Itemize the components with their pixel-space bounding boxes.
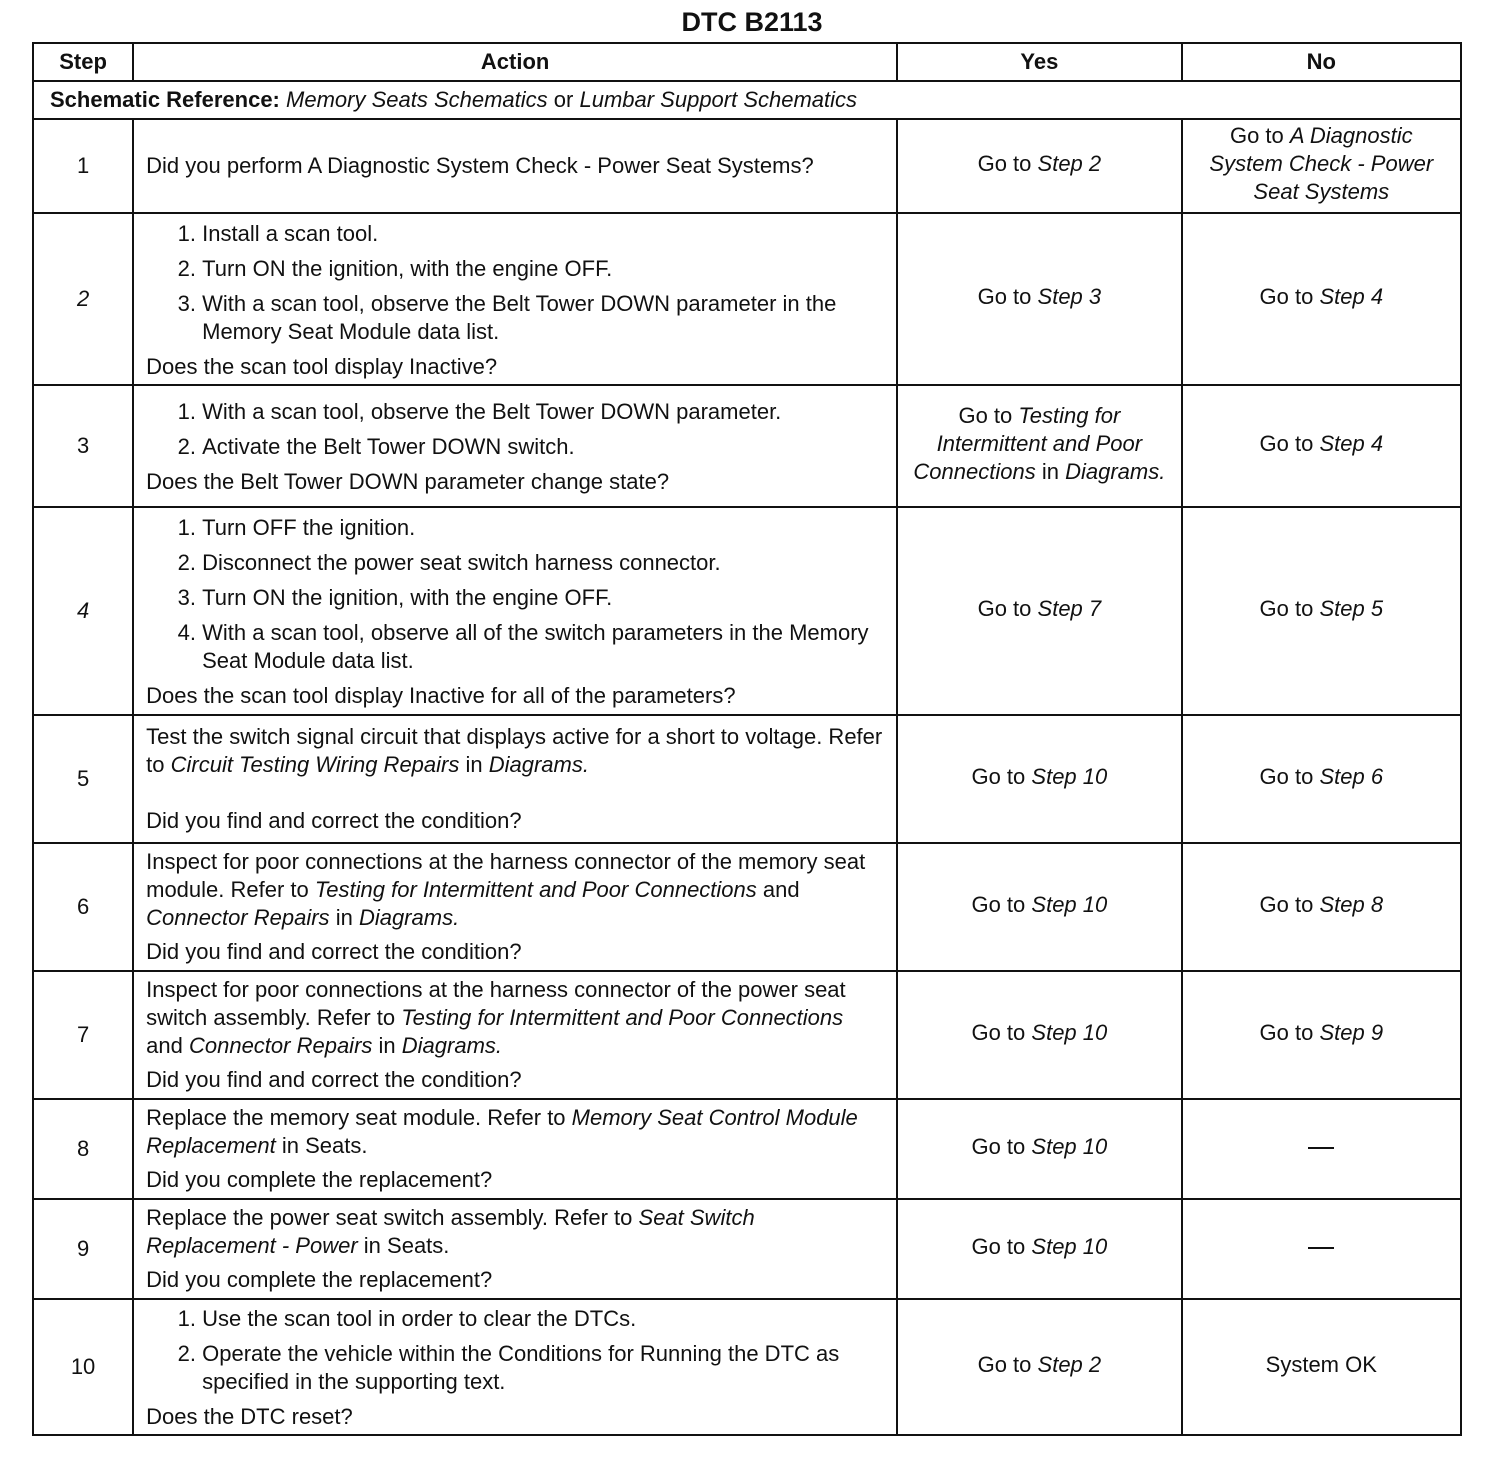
action-text-part: in [465, 752, 483, 777]
go-to-label: Go to [958, 403, 1013, 428]
diagnostic-table [32, 42, 1462, 1436]
yes-cell [897, 843, 1181, 971]
yes-cell [897, 213, 1181, 385]
go-to-label: Go to [977, 596, 1032, 621]
no-cell [1182, 507, 1461, 715]
go-to-label: Go to [971, 1234, 1026, 1259]
action-text-part: in [378, 1033, 396, 1058]
spacer [146, 779, 884, 807]
header-action: Action [133, 43, 897, 81]
em-dash [1308, 1247, 1334, 1249]
step-word: Step [1037, 1352, 1083, 1377]
step-word: Step [1319, 284, 1365, 309]
action-question: Does the scan tool display Inactive? [146, 353, 498, 379]
step-row-1 [33, 119, 1461, 213]
action-text-part: Replace the memory seat module. Refer to [146, 1105, 566, 1130]
no-result-text: System OK [1265, 1352, 1377, 1377]
action-cell [133, 213, 897, 385]
step-word: Step [1031, 1020, 1077, 1045]
step-word: Step [1031, 892, 1077, 917]
yes-cell [897, 1099, 1181, 1199]
schematic-reference [33, 81, 1461, 119]
action-text [146, 976, 884, 1060]
em-dash [1308, 1147, 1334, 1149]
no-cell [1182, 1099, 1461, 1199]
list-item: 1. Turn OFF the ignition. [202, 514, 884, 542]
reference-link-text: Seat Switch Replacement - Power [146, 1205, 755, 1258]
step-number: 5 [33, 715, 133, 843]
no-cell [1182, 715, 1461, 843]
yes-target-step: 3 [1088, 284, 1102, 309]
go-to-label: Go to [971, 1020, 1026, 1045]
go-to-label: Go to [1259, 431, 1314, 456]
no-cell [1182, 843, 1461, 971]
step-word: Step [1037, 596, 1083, 621]
list-item: 2. Operate the vehicle within the Conditions for Running the DTC as specified in the supporting text. [202, 1340, 884, 1396]
schematic-label: Schematic Reference: [50, 87, 280, 112]
go-to-label: Go to [1259, 1020, 1314, 1045]
action-text-part: Inspect for poor connections at the harness connector of the power seat switch assembly. Refer to [146, 977, 846, 1030]
step-number: 10 [33, 1299, 133, 1435]
step-word: Step [1031, 764, 1077, 789]
go-to-label: Go to [971, 764, 1026, 789]
action-steps-list [146, 398, 884, 461]
yes-target-step: 2 [1088, 151, 1102, 176]
action-question: Did you complete the replacement? [146, 1167, 493, 1192]
yes-target-step: 10 [1082, 1020, 1108, 1045]
go-to-label: Go to [1259, 596, 1314, 621]
yes-cell [897, 119, 1181, 213]
action-text-part: Test the switch signal circuit that displays active for a short to voltage. Refer to [146, 724, 883, 777]
step-number: 9 [33, 1199, 133, 1299]
step-word: Step [1319, 892, 1365, 917]
go-to-label: Go to [977, 1352, 1032, 1377]
go-to-label: Go to [977, 151, 1032, 176]
step-number: 6 [33, 843, 133, 971]
step-number-text: 4 [76, 598, 90, 623]
go-to-label: Go to [971, 1134, 1026, 1159]
action-cell [133, 1199, 897, 1299]
document-title: DTC B2113 [681, 7, 823, 37]
action-cell [133, 971, 897, 1099]
reference-link-text: Diagrams. [401, 1033, 503, 1058]
no-target-reference: A Diagnostic System Check - Power Seat Systems [1209, 123, 1434, 204]
yes-cell [897, 1299, 1181, 1435]
no-cell [1182, 213, 1461, 385]
action-text [146, 1204, 884, 1260]
reference-link-text: Memory Seat Control Module Replacement [146, 1105, 858, 1158]
action-text-part: Replace the power seat switch assembly. Refer to [146, 1205, 633, 1230]
step-row-3 [33, 385, 1461, 507]
action-cell [133, 715, 897, 843]
no-cell [1182, 971, 1461, 1099]
header-step: Step [33, 43, 133, 81]
action-steps-list [146, 514, 884, 675]
action-text-part: in Seats. [281, 1133, 368, 1158]
yes-target-reference: Testing for Intermittent and Poor Connections [913, 403, 1143, 484]
go-to-label: Go to [977, 284, 1032, 309]
yes-cell [897, 1199, 1181, 1299]
action-text-part: and [762, 877, 800, 902]
action-cell [133, 385, 897, 507]
action-cell [133, 507, 897, 715]
step-word: Step [1319, 431, 1365, 456]
action-question: Does the Belt Tower DOWN parameter change state? [146, 469, 670, 494]
reference-link-text: Diagrams. [488, 752, 589, 777]
reference-link-text: Connector Repairs [146, 905, 330, 930]
list-item: 1. Install a scan tool. [202, 220, 884, 248]
step-word: Step [1031, 1234, 1077, 1259]
no-target-step: 4 [1370, 284, 1384, 309]
header-yes: Yes [897, 43, 1181, 81]
step-word: Step [1037, 151, 1083, 176]
go-to-label: Go to [971, 892, 1026, 917]
step-word: Step [1319, 1020, 1365, 1045]
list-item: 2. Activate the Belt Tower DOWN switch. [202, 433, 884, 461]
reference-link-text: Testing for Intermittent and Poor Connections [314, 877, 757, 902]
go-to-label: Go to [1229, 123, 1284, 148]
action-cell [133, 1099, 897, 1199]
step-row-10 [33, 1299, 1461, 1435]
yes-cell [897, 971, 1181, 1099]
no-target-step: 9 [1370, 1020, 1384, 1045]
step-row-4 [33, 507, 1461, 715]
action-steps-list [146, 220, 884, 346]
no-cell [1182, 119, 1461, 213]
schematic-or: or [553, 87, 574, 112]
step-number-text: 2 [76, 286, 90, 311]
schematic-row [33, 81, 1461, 119]
header-no: No [1182, 43, 1461, 81]
reference-link-text: Testing for Intermittent and Poor Connections [401, 1005, 844, 1030]
list-item: 2. Turn ON the ignition, with the engine OFF. [202, 255, 884, 283]
step-number: 7 [33, 971, 133, 1099]
action-cell [133, 843, 897, 971]
step-word: Step [1319, 764, 1365, 789]
action-cell [133, 1299, 897, 1435]
no-target-step: 6 [1370, 764, 1384, 789]
go-to-label: Go to [1259, 892, 1314, 917]
action-steps-list [146, 1305, 884, 1396]
no-cell [1182, 1199, 1461, 1299]
reference-link-text: Diagrams. [358, 905, 460, 930]
step-word: Step [1037, 284, 1083, 309]
action-question: Does the DTC reset? [146, 1404, 353, 1429]
list-item: 4. With a scan tool, observe all of the switch parameters in the Memory Seat Module data list. [202, 619, 884, 675]
step-number [33, 213, 133, 385]
step-word: Step [1319, 596, 1365, 621]
list-item: 3. Turn ON the ignition, with the engine OFF. [202, 584, 884, 612]
step-number: 8 [33, 1099, 133, 1199]
yes-target-manual: Diagrams. [1065, 459, 1166, 484]
go-to-label: Go to [1259, 284, 1314, 309]
yes-target-step: 2 [1088, 1352, 1102, 1377]
step-row-6 [33, 843, 1461, 971]
action-text [146, 1104, 884, 1160]
no-cell [1182, 1299, 1461, 1435]
list-item: 1. With a scan tool, observe the Belt Tower DOWN parameter. [202, 398, 884, 426]
action-text-part: Inspect for poor connections at the harness connector of the memory seat module. Refer to [146, 849, 866, 902]
no-target-step: 5 [1370, 596, 1384, 621]
step-row-7 [33, 971, 1461, 1099]
action-text [146, 723, 884, 779]
step-row-8 [33, 1099, 1461, 1199]
action-cell [133, 119, 897, 213]
yes-target-step: 10 [1082, 892, 1108, 917]
action-text-part: in [335, 905, 353, 930]
no-target-step: 4 [1370, 431, 1384, 456]
yes-cell [897, 715, 1181, 843]
yes-target-step: 10 [1082, 764, 1108, 789]
action-question: Did you complete the replacement? [146, 1267, 493, 1292]
go-to-label: Go to [1259, 764, 1314, 789]
schematic-ref-memory-seats: Memory Seats Schematics [286, 87, 548, 112]
no-cell [1182, 385, 1461, 507]
list-item: 1. Use the scan tool in order to clear the DTCs. [202, 1305, 884, 1333]
action-text-part: and [146, 1033, 183, 1058]
action-text: Did you perform A Diagnostic System Check - Power Seat Systems? [146, 153, 814, 178]
action-question: Did you find and correct the condition? [146, 808, 522, 833]
list-item: 3. With a scan tool, observe the Belt Tower DOWN parameter in the Memory Seat Module data list. [202, 290, 884, 346]
reference-link-text: Circuit Testing Wiring Repairs [170, 752, 460, 777]
step-row-5 [33, 715, 1461, 843]
yes-target-step: 10 [1082, 1234, 1108, 1259]
yes-target-step: 10 [1082, 1134, 1108, 1159]
yes-target-step: 7 [1088, 596, 1102, 621]
step-row-9 [33, 1199, 1461, 1299]
action-question: Did you find and correct the condition? [146, 1067, 522, 1092]
action-question: Did you find and correct the condition? [146, 939, 522, 964]
step-number: 3 [33, 385, 133, 507]
reference-link-text: Connector Repairs [188, 1033, 373, 1058]
in-label: in [1041, 459, 1059, 484]
step-number: 1 [33, 119, 133, 213]
action-text [146, 848, 884, 932]
yes-cell [897, 507, 1181, 715]
no-target-step: 8 [1370, 892, 1384, 917]
step-word: Step [1031, 1134, 1077, 1159]
action-text-part: in Seats. [363, 1233, 450, 1258]
step-row-2 [33, 213, 1461, 385]
step-number [33, 507, 133, 715]
action-question: Does the scan tool display Inactive for all of the parameters? [146, 683, 736, 708]
list-item: 2. Disconnect the power seat switch harness connector. [202, 549, 884, 577]
yes-cell [897, 385, 1181, 507]
header-row [33, 43, 1461, 81]
schematic-ref-lumbar: Lumbar Support Schematics [579, 87, 858, 112]
